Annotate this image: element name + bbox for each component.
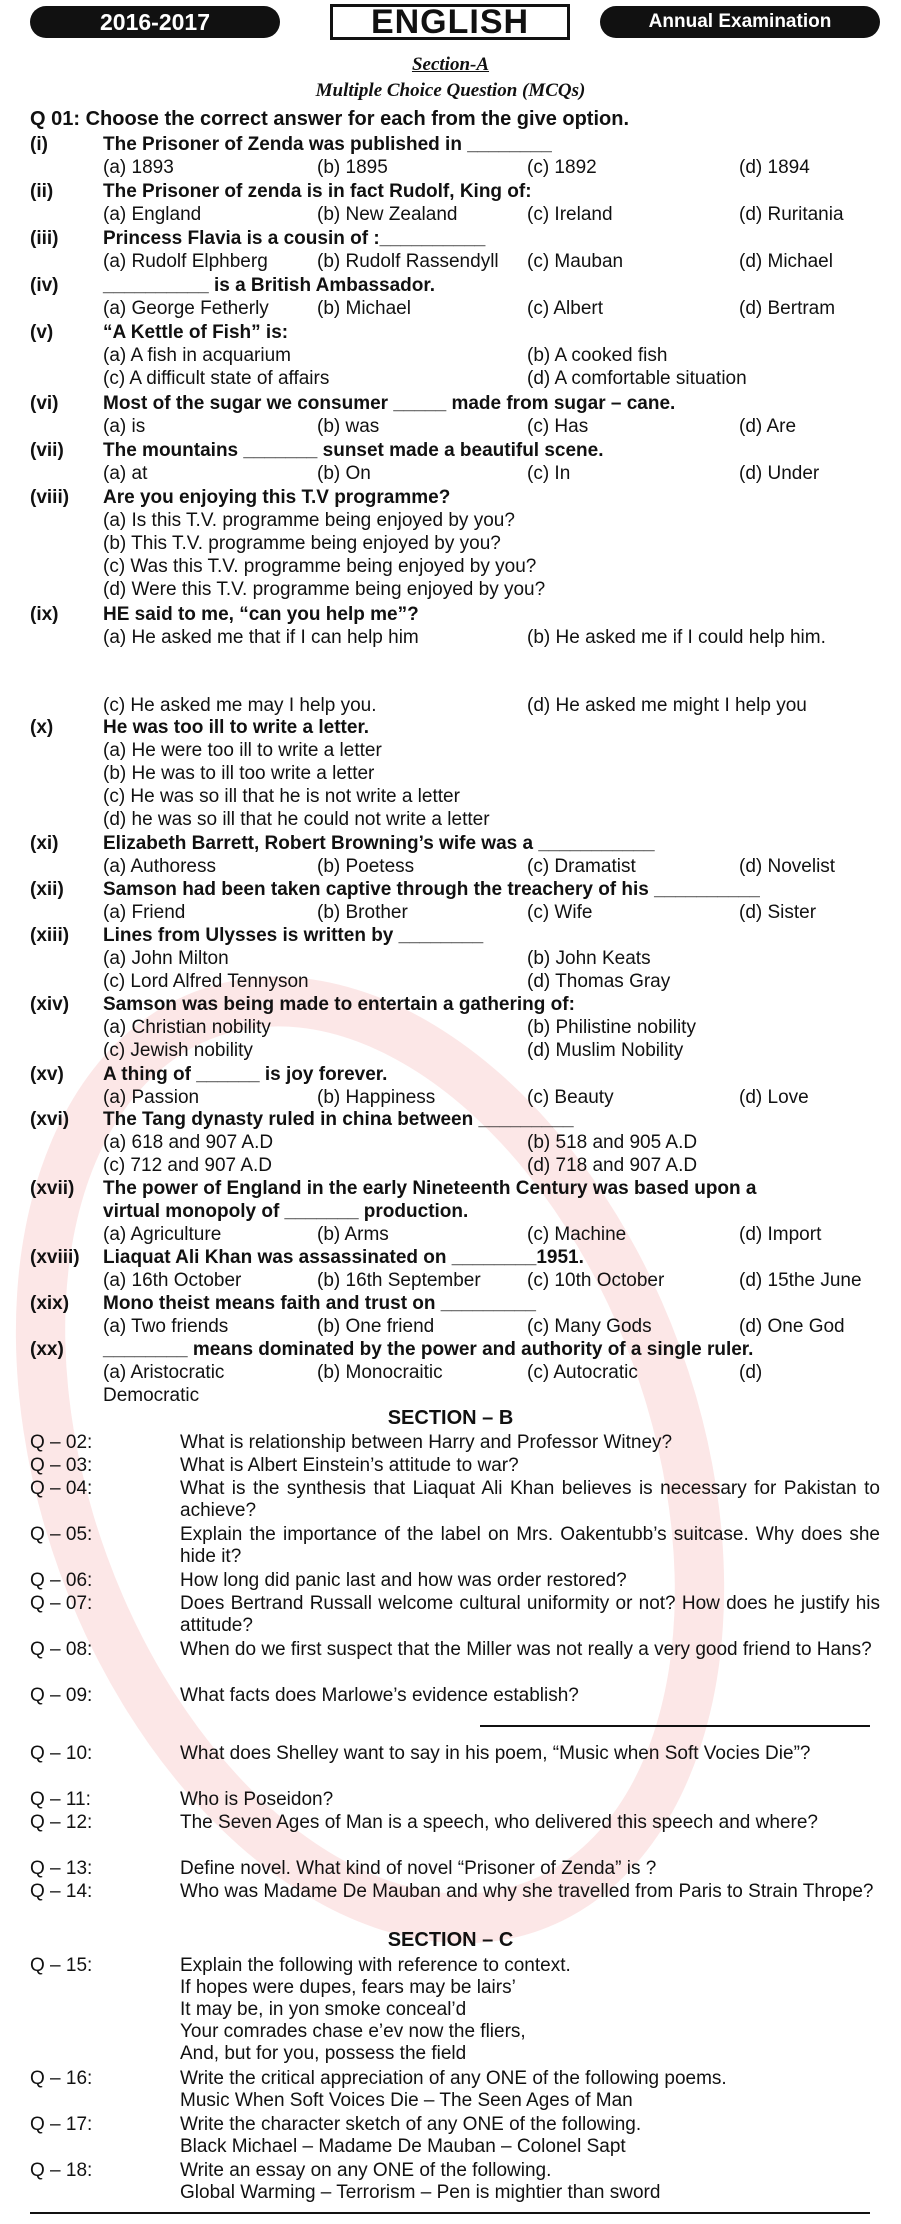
- section-a-title: Section-A: [411, 54, 490, 75]
- mcq-item: (vi) Most of the sugar we consumer _____ made from sugar – cane. (a) is (b) was (c) Has (d) Are: [30, 393, 797, 437]
- divider-line: [480, 1725, 870, 1727]
- section-b-title: SECTION – B: [387, 1407, 514, 1429]
- q01-instruction: Q 01: Choose the correct answer for each from the give option.: [30, 108, 630, 130]
- section-b-question: Q – 07: Does Bertrand Russall welcome cultural uniformity or not? How does he justify his attitude?: [30, 1593, 880, 1636]
- mcq-item: (v) “A Kettle of Fish” is: (a) A fish in acquarium (b) A cooked fish (c) A difficult state of affairs (d) A comfortable situation: [30, 322, 747, 389]
- section-b-question: Q – 06: How long did panic last and how was order restored?: [30, 1570, 627, 1591]
- section-b-question: Q – 04: What is the synthesis that Liaquat Ali Khan believes is necessary for Pakistan to achieve?: [30, 1478, 880, 1521]
- mcq-item: (xix) Mono theist means faith and trust on _________ (a) Two friends (b) One friend (c) Many Gods (d) One God: [30, 1293, 845, 1337]
- mcq-item: (xvi) The Tang dynasty ruled in china between _________ (a) 618 and 907 A.D (b) 518 and 905 A.D (c) 712 and 907 A.D (d) 718 and 907 A.D: [30, 1109, 698, 1176]
- bottom-rule: [30, 2212, 870, 2214]
- mcq-item: (xi) Elizabeth Barrett, Robert Browning’s wife was a ___________ (a) Authoress (b) Poetess (c) Dramatist (d) Novelist: [30, 833, 836, 877]
- year-badge: 2016-2017: [30, 6, 280, 38]
- section-b-question: Q – 02: What is relationship between Harry and Professor Witney?: [30, 1432, 673, 1453]
- mcq-item: (iii) Princess Flavia is a cousin of :__________ (a) Rudolf Elphberg (b) Rudolf Rassendyll (c) Mauban (d) Michael: [30, 228, 833, 272]
- mcq-item: (x) He was too ill to write a letter. (a) He were too ill to write a letter (b) He was to ill too write a letter (c) He was so ill that he is not write a letter (d) he was so ill that he could not write a letter: [30, 717, 490, 830]
- section-b-question: Q – 05: Explain the importance of the label on Mrs. Oakentubb’s suitcase. Why does she hide it?: [30, 1524, 880, 1567]
- section-c-title: SECTION – C: [387, 1929, 514, 1951]
- section-b-question: Q – 03: What is Albert Einstein’s attitude to war?: [30, 1455, 519, 1476]
- mcq-item: (iv) __________ is a British Ambassador. (a) George Fetherly (b) Michael (c) Albert (d) Bertram: [30, 275, 836, 319]
- section-b-question: Q – 08: When do we first suspect that the Miller was not really a very good friend to Hans?: [30, 1639, 872, 1660]
- mcq-item: (viii) Are you enjoying this T.V programme? (a) Is this T.V. programme being enjoyed by you? (b) This T.V. programme being enjoyed by you? (c) Was this T.V. programme being enjoyed by you? (d) Were this T.V. programme being enjoyed by you?: [30, 487, 546, 600]
- section-c-question: Q – 16: Write the critical appreciation of any ONE of the following poems. Music When Soft Voices Die – The Seen Ages of Man: [30, 2068, 727, 2111]
- mcq-item: (xvii) The power of England in the early Nineteenth Century was based upon a virtual monopoly of _______ production. (a) Agriculture (b) Arms (c) Machine (d) Import: [30, 1178, 822, 1245]
- mcq-item: (xviii) Liaquat Ali Khan was assassinated on ________1951. (a) 16th October (b) 16th September (c) 10th October (d) 15the June: [30, 1247, 862, 1291]
- mcq-subtitle: Multiple Choice Question (MCQs): [315, 80, 586, 101]
- mcq-item: (xiv) Samson was being made to entertain a gathering of: (a) Christian nobility (b) Philistine nobility (c) Jewish nobility (d) Muslim Nobility: [30, 994, 696, 1061]
- subject-title: ENGLISH: [330, 4, 570, 40]
- section-b-question: Q – 09: What facts does Marlowe’s evidence establish?: [30, 1685, 579, 1706]
- section-b-question: Q – 12: The Seven Ages of Man is a speech, who delivered this speech and where?: [30, 1812, 818, 1833]
- mcq-item: (ix) HE said to me, “can you help me”? (a) He asked me that if I can help him (b) He asked me if I could help him. (c) He asked me may I help you. (d) He asked me might I help you: [30, 604, 826, 716]
- header: [0, 4, 901, 42]
- section-b-question: Q – 14: Who was Madame De Mauban and why she travelled from Paris to Strain Thrope?: [30, 1881, 874, 1902]
- section-b-question: Q – 10: What does Shelley want to say in his poem, “Music when Soft Vocies Die”?: [30, 1743, 811, 1764]
- mcq-item: (vii) The mountains _______ sunset made a beautiful scene. (a) at (b) On (c) In (d) Under: [30, 440, 820, 484]
- mcq-item: (xx) ________ means dominated by the power and authority of a single ruler. (a) Aristocratic (b) Monocraitic (c) Autocratic (d) Democratic: [30, 1339, 763, 1406]
- mcq-item: (xiii) Lines from Ulysses is written by ________ (a) John Milton (b) John Keats (c) Lord Alfred Tennyson (d) Thomas Gray: [30, 925, 671, 992]
- exam-badge: Annual Examination: [600, 6, 880, 38]
- section-c-question: Q – 17: Write the character sketch of any ONE of the following. Black Michael – Madame De Mauban – Colonel Sapt: [30, 2114, 642, 2157]
- section-b-question: Q – 11: Who is Poseidon?: [30, 1789, 334, 1810]
- mcq-item: (xv) A thing of ______ is joy forever. (a) Passion (b) Happiness (c) Beauty (d) Love: [30, 1064, 809, 1108]
- mcq-item: (i) The Prisoner of Zenda was published in ________ (a) 1893 (b) 1895 (c) 1892 (d) 1894: [30, 134, 810, 178]
- mcq-item: (xii) Samson had been taken captive through the treachery of his __________ (a) Friend (b) Brother (c) Wife (d) Sister: [30, 879, 817, 923]
- section-c-question: Q – 18: Write an essay on any ONE of the following. Global Warming – Terrorism – Pen is mightier than sword: [30, 2160, 661, 2203]
- section-c-question: Q – 15: Explain the following with reference to context. If hopes were dupes, fears may be lairs’ It may be, in yon smoke conceal’d Your comrades chase e’ev now the fliers, And, but for you, possess the field: [30, 1955, 571, 2064]
- section-b-question: Q – 13: Define novel. What kind of novel “Prisoner of Zenda” is ?: [30, 1858, 657, 1879]
- mcq-item: (ii) The Prisoner of zenda is in fact Rudolf, King of: (a) England (b) New Zealand (c) Ireland (d) Ruritania: [30, 181, 844, 225]
